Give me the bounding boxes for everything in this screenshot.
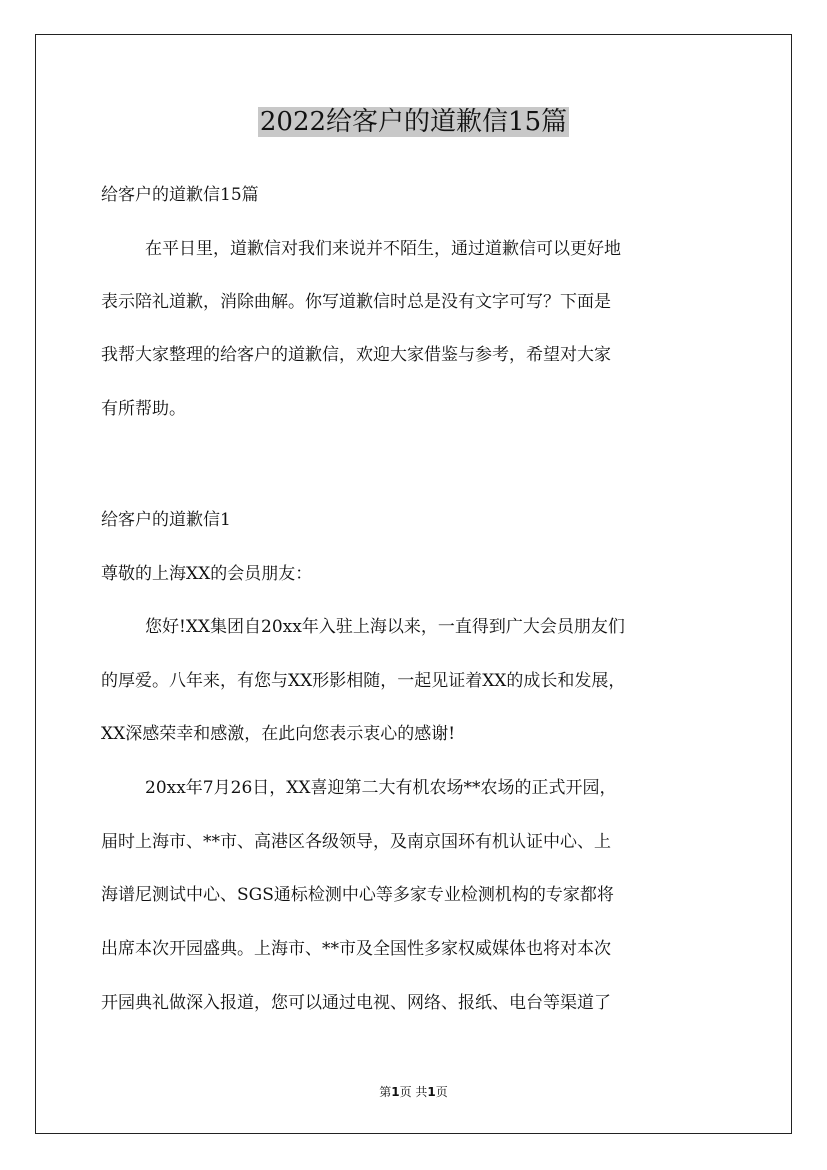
total-page-number: 1 [427, 1085, 436, 1099]
paragraph-line: 届时上海市、**市、高港区各级领导，及南京国环有机认证中心、上 [101, 832, 611, 852]
paragraph-line: 出席本次开园盛典。上海市、**市及全国性多家权威媒体也将对本次 [101, 939, 611, 959]
current-page-number: 1 [391, 1085, 400, 1099]
paragraph-line: 的厚爱。八年来，有您与XX形影相随，一起见证着XX的成长和发展， [101, 671, 626, 691]
document-title [0, 104, 827, 140]
footer-prefix: 第 [379, 1085, 392, 1099]
paragraph-line: 20xx年7月26日，XX喜迎第二大有机农场**农场的正式开园， [145, 778, 617, 798]
paragraph-line: 开园典礼做深入报道，您可以通过电视、网络、报纸、电台等渠道了 [101, 993, 611, 1013]
page-footer [0, 1084, 827, 1100]
paragraph-line: 我帮大家整理的给客户的道歉信，欢迎大家借鉴与参考，希望对大家 [101, 345, 611, 365]
paragraph-line: 海谱尼测试中心、SGS通标检测中心等多家专业检测机构的专家都将 [101, 885, 614, 905]
document-subtitle: 给客户的道歉信15篇 [101, 185, 259, 205]
paragraph-line: 您好!XX集团自20xx年入驻上海以来，一直得到广大会员朋友们 [145, 617, 625, 637]
footer-mid: 页 共 [399, 1085, 428, 1099]
letter-heading: 给客户的道歉信1 [101, 510, 231, 530]
paragraph-line: 表示陪礼道歉，消除曲解。你写道歉信时总是没有文字可写？下面是 [101, 292, 611, 312]
paragraph-line: 有所帮助。 [101, 399, 186, 419]
salutation: 尊敬的上海XX的会员朋友： [101, 564, 313, 584]
document-title-text: 2022给客户的道歉信15篇 [259, 107, 568, 137]
footer-suffix: 页 [435, 1085, 448, 1099]
paragraph-line: XX深感荣幸和感激，在此向您表示衷心的感谢! [101, 724, 456, 744]
paragraph-line: 在平日里，道歉信对我们来说并不陌生，通过道歉信可以更好地 [145, 239, 621, 259]
